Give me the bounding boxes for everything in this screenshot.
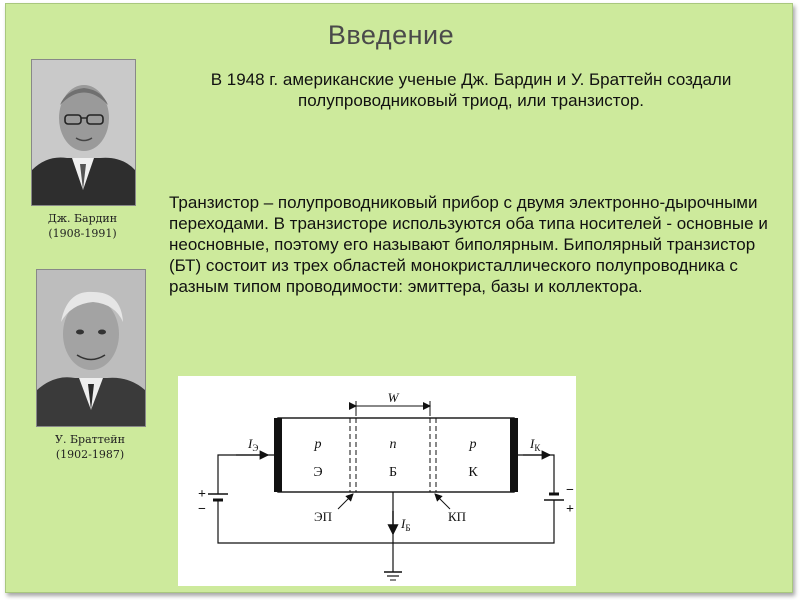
caption-bardeen-years: (1908-1991) <box>48 227 117 240</box>
collector-current-label: $I_К$ <box>530 436 541 453</box>
region-emitter-name: Э <box>313 465 323 480</box>
right-battery-minus: − <box>566 483 574 498</box>
portrait-brattain-image <box>37 270 145 426</box>
collector-junction-label: КП <box>448 509 467 524</box>
collector-contact <box>510 418 518 492</box>
slide-title: Введение <box>327 20 455 50</box>
region-collector-name: К <box>468 465 478 480</box>
portrait-brattain <box>36 269 146 427</box>
emitter-wire <box>218 455 274 494</box>
caption-brattain-name: У. Браттейн <box>55 433 125 446</box>
region-collector-type: p <box>469 437 477 452</box>
right-battery-plus: + <box>566 502 574 517</box>
semiconductor-crystal <box>278 418 514 492</box>
base-current-label: $I_Б$ <box>401 516 411 533</box>
transistor-diagram <box>178 376 576 586</box>
region-base-name: Б <box>388 465 398 480</box>
caption-bardeen-name: Дж. Бардин <box>47 212 118 225</box>
collector-wire <box>518 455 554 494</box>
definition-paragraph: Транзистор – полупроводниковый прибор с двумя электронно-дырочными переходами. В транзисторе используются оба типа носителей - основные и неосновные, поэтому его называют биполярным. Биполярный транзистор (БТ) состоит из трех областей монокристаллического полупроводника с разным типом проводимости: эмиттера, базы и коллектора. <box>169 193 768 296</box>
emitter-junction-label: ЭП <box>314 509 332 524</box>
caption-bardeen <box>31 211 134 241</box>
emitter-contact <box>274 418 282 492</box>
collector-junction-pointer <box>435 494 450 509</box>
emitter-current-label: $I_Э$ <box>248 436 259 453</box>
left-battery-minus: − <box>198 502 206 517</box>
bottom-wire <box>218 504 554 543</box>
caption-brattain-years: (1902-1987) <box>55 448 125 461</box>
left-battery-plus: + <box>198 487 206 502</box>
slide <box>5 3 793 593</box>
region-emitter-type: p <box>314 437 322 452</box>
width-label: W <box>387 390 399 405</box>
emitter-junction-pointer <box>338 494 353 509</box>
region-base-type: n <box>389 437 397 452</box>
caption-brattain <box>36 432 144 462</box>
portrait-bardeen <box>31 59 136 206</box>
portrait-bardeen-image <box>32 60 135 205</box>
intro-paragraph: В 1948 г. американские ученые Дж. Бардин и У. Браттейн создали полупроводниковый триод, или транзистор. <box>210 70 732 110</box>
